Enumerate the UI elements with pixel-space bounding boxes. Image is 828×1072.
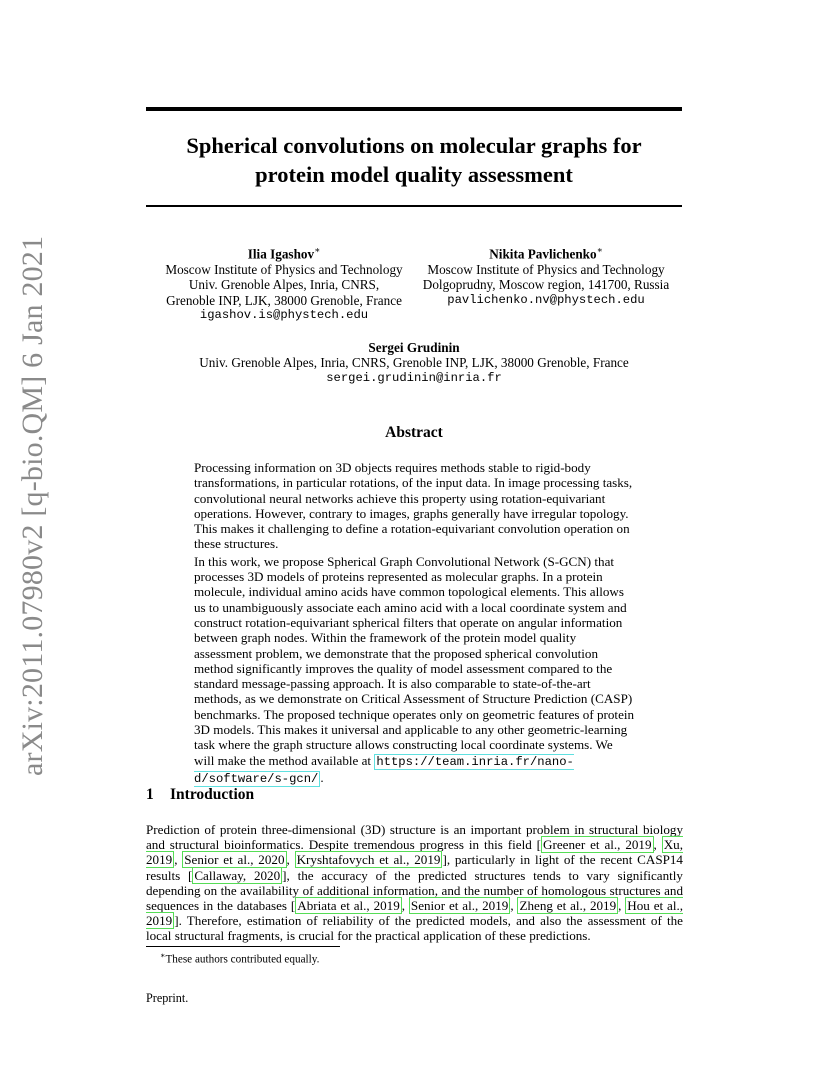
- author-name: Ilia Igashov∗: [247, 245, 321, 262]
- citation-link[interactable]: Zheng et al., 2019: [519, 898, 617, 914]
- citation-link[interactable]: Abriata et al., 2019: [297, 898, 400, 914]
- footnote-rule: [146, 946, 340, 947]
- paper-title: [146, 131, 682, 189]
- title-bottom-rule: [146, 205, 682, 207]
- abstract-paragraph-2: In this work, we propose Spherical Graph Convolutional Network (S-GCN) that processes 3D models of proteins represented as molecular graphs. In a protein molecule, individual amino acids have common topological elements. This allows us to unambiguously associate each amino acid with a local coordinate system and construct rotation-equivariant spherical filters that operate on angular information between graph nodes. Within the framework of the protein model quality assessment problem, we demonstrate that the proposed spherical convolution method significantly improves the quality of model assessment compared to the standard message-passing approach. It is also comparable to state-of-the-art methods, as we demonstrate on Critical Assessment of Structure Prediction (CASP) benchmarks. The proposed technique operates only on geometric features of protein 3D models. This makes it universal and applicable to any other geometric-learning task where the graph structure allows constructing local coordinate systems. We will make the method available at https://team.inria.fr/nano-d/software/s-gcn/ .: [194, 553, 635, 786]
- abstract-heading: Abstract: [385, 424, 443, 441]
- citation-link[interactable]: Senior et al., 2019: [410, 898, 509, 914]
- title-line-1: Spherical convolutions on molecular graphs for: [186, 133, 642, 158]
- citation-link[interactable]: Callaway, 2020: [194, 867, 281, 883]
- citation-link[interactable]: Hou et al., 2019: [146, 898, 684, 929]
- abstract-body: [194, 460, 635, 789]
- author-name: Nikita Pavlichenko∗: [489, 245, 603, 262]
- title-top-rule: [146, 107, 682, 111]
- author-block-pavlichenko: [410, 243, 682, 308]
- author-block-igashov: [146, 243, 422, 323]
- author-affiliation: Moscow Institute of Physics and Technology: [427, 261, 665, 277]
- arxiv-side-stamp: arXiv:2011.07980v2 [q-bio.QM] 6 Jan 2021: [16, 235, 49, 776]
- preprint-footer: Preprint.: [146, 991, 189, 1005]
- author-affiliation: Dolgoprudny, Moscow region, 141700, Russia: [422, 277, 670, 293]
- author-email[interactable]: pavlichenko.nv@phystech.edu: [447, 292, 645, 307]
- citation-link[interactable]: Kryshtafovych et al., 2019: [296, 852, 441, 868]
- title-line-2: protein model quality assessment: [255, 162, 573, 187]
- citation-link[interactable]: Senior et al., 2020: [184, 852, 285, 868]
- author-email[interactable]: sergei.grudinin@inria.fr: [326, 370, 502, 385]
- author-affiliation: Univ. Grenoble Alpes, Inria, CNRS,: [188, 277, 380, 293]
- author-affiliation: Univ. Grenoble Alpes, Inria, CNRS, Grenoble INP, LJK, 38000 Grenoble, France: [199, 355, 629, 371]
- citation-link[interactable]: Xu, 2019: [146, 837, 683, 868]
- author-affiliation: Moscow Institute of Physics and Technology: [165, 261, 403, 277]
- author-affiliation: Grenoble INP, LJK, 38000 Grenoble, France: [166, 292, 402, 308]
- author-block-grudinin: [146, 340, 682, 386]
- section-heading-introduction: [146, 786, 254, 804]
- citation-link[interactable]: Greener et al., 2019: [543, 837, 652, 853]
- author-email[interactable]: igashov.is@phystech.edu: [199, 308, 369, 323]
- project-url-link[interactable]: https://team.inria.fr/nano-d/software/s-gcn/: [194, 754, 574, 786]
- section-number: 1: [146, 786, 154, 803]
- footnote: ∗These authors contributed equally.: [160, 951, 320, 966]
- author-name: Sergei Grudinin: [368, 340, 460, 355]
- section-title: Introduction: [170, 786, 255, 803]
- abstract-paragraph-1: Processing information on 3D objects requires methods stable to rigid-body transformations, in particular rotations, of the input data. In image processing tasks, convolutional neural networks achieve this property using rotation-equivariant operations. However, contrary to images, graphs generally have irregular topology. This makes it challenging to define a rotation-equivariant convolution operation on these structures.: [194, 460, 633, 552]
- introduction-paragraph: Prediction of protein three-dimensional (3D) structure is an important problem in structural biology and structural bioinformatics. Despite tremendous progress in this field [ Greener et al., 2019 , Xu, 2019 , Senior et al., 2020 , Kryshtafovych et al., 2019 ], particularly in light of the recent CASP14 results [ Callaway, 2020 ], the accuracy of the predicted structures tends to vary significantly depending on the availability of additional information, and the number of homologous structures and sequences in the databases [ Abriata et al., 2019 , Senior et al., 2019 , Zheng et al., 2019 , Hou et al., 2019 ]. Therefore, estimation of reliability of the predicted models, and also the assessment of the local structural fragments, is crucial for the practical application of these predictions.: [146, 822, 684, 944]
